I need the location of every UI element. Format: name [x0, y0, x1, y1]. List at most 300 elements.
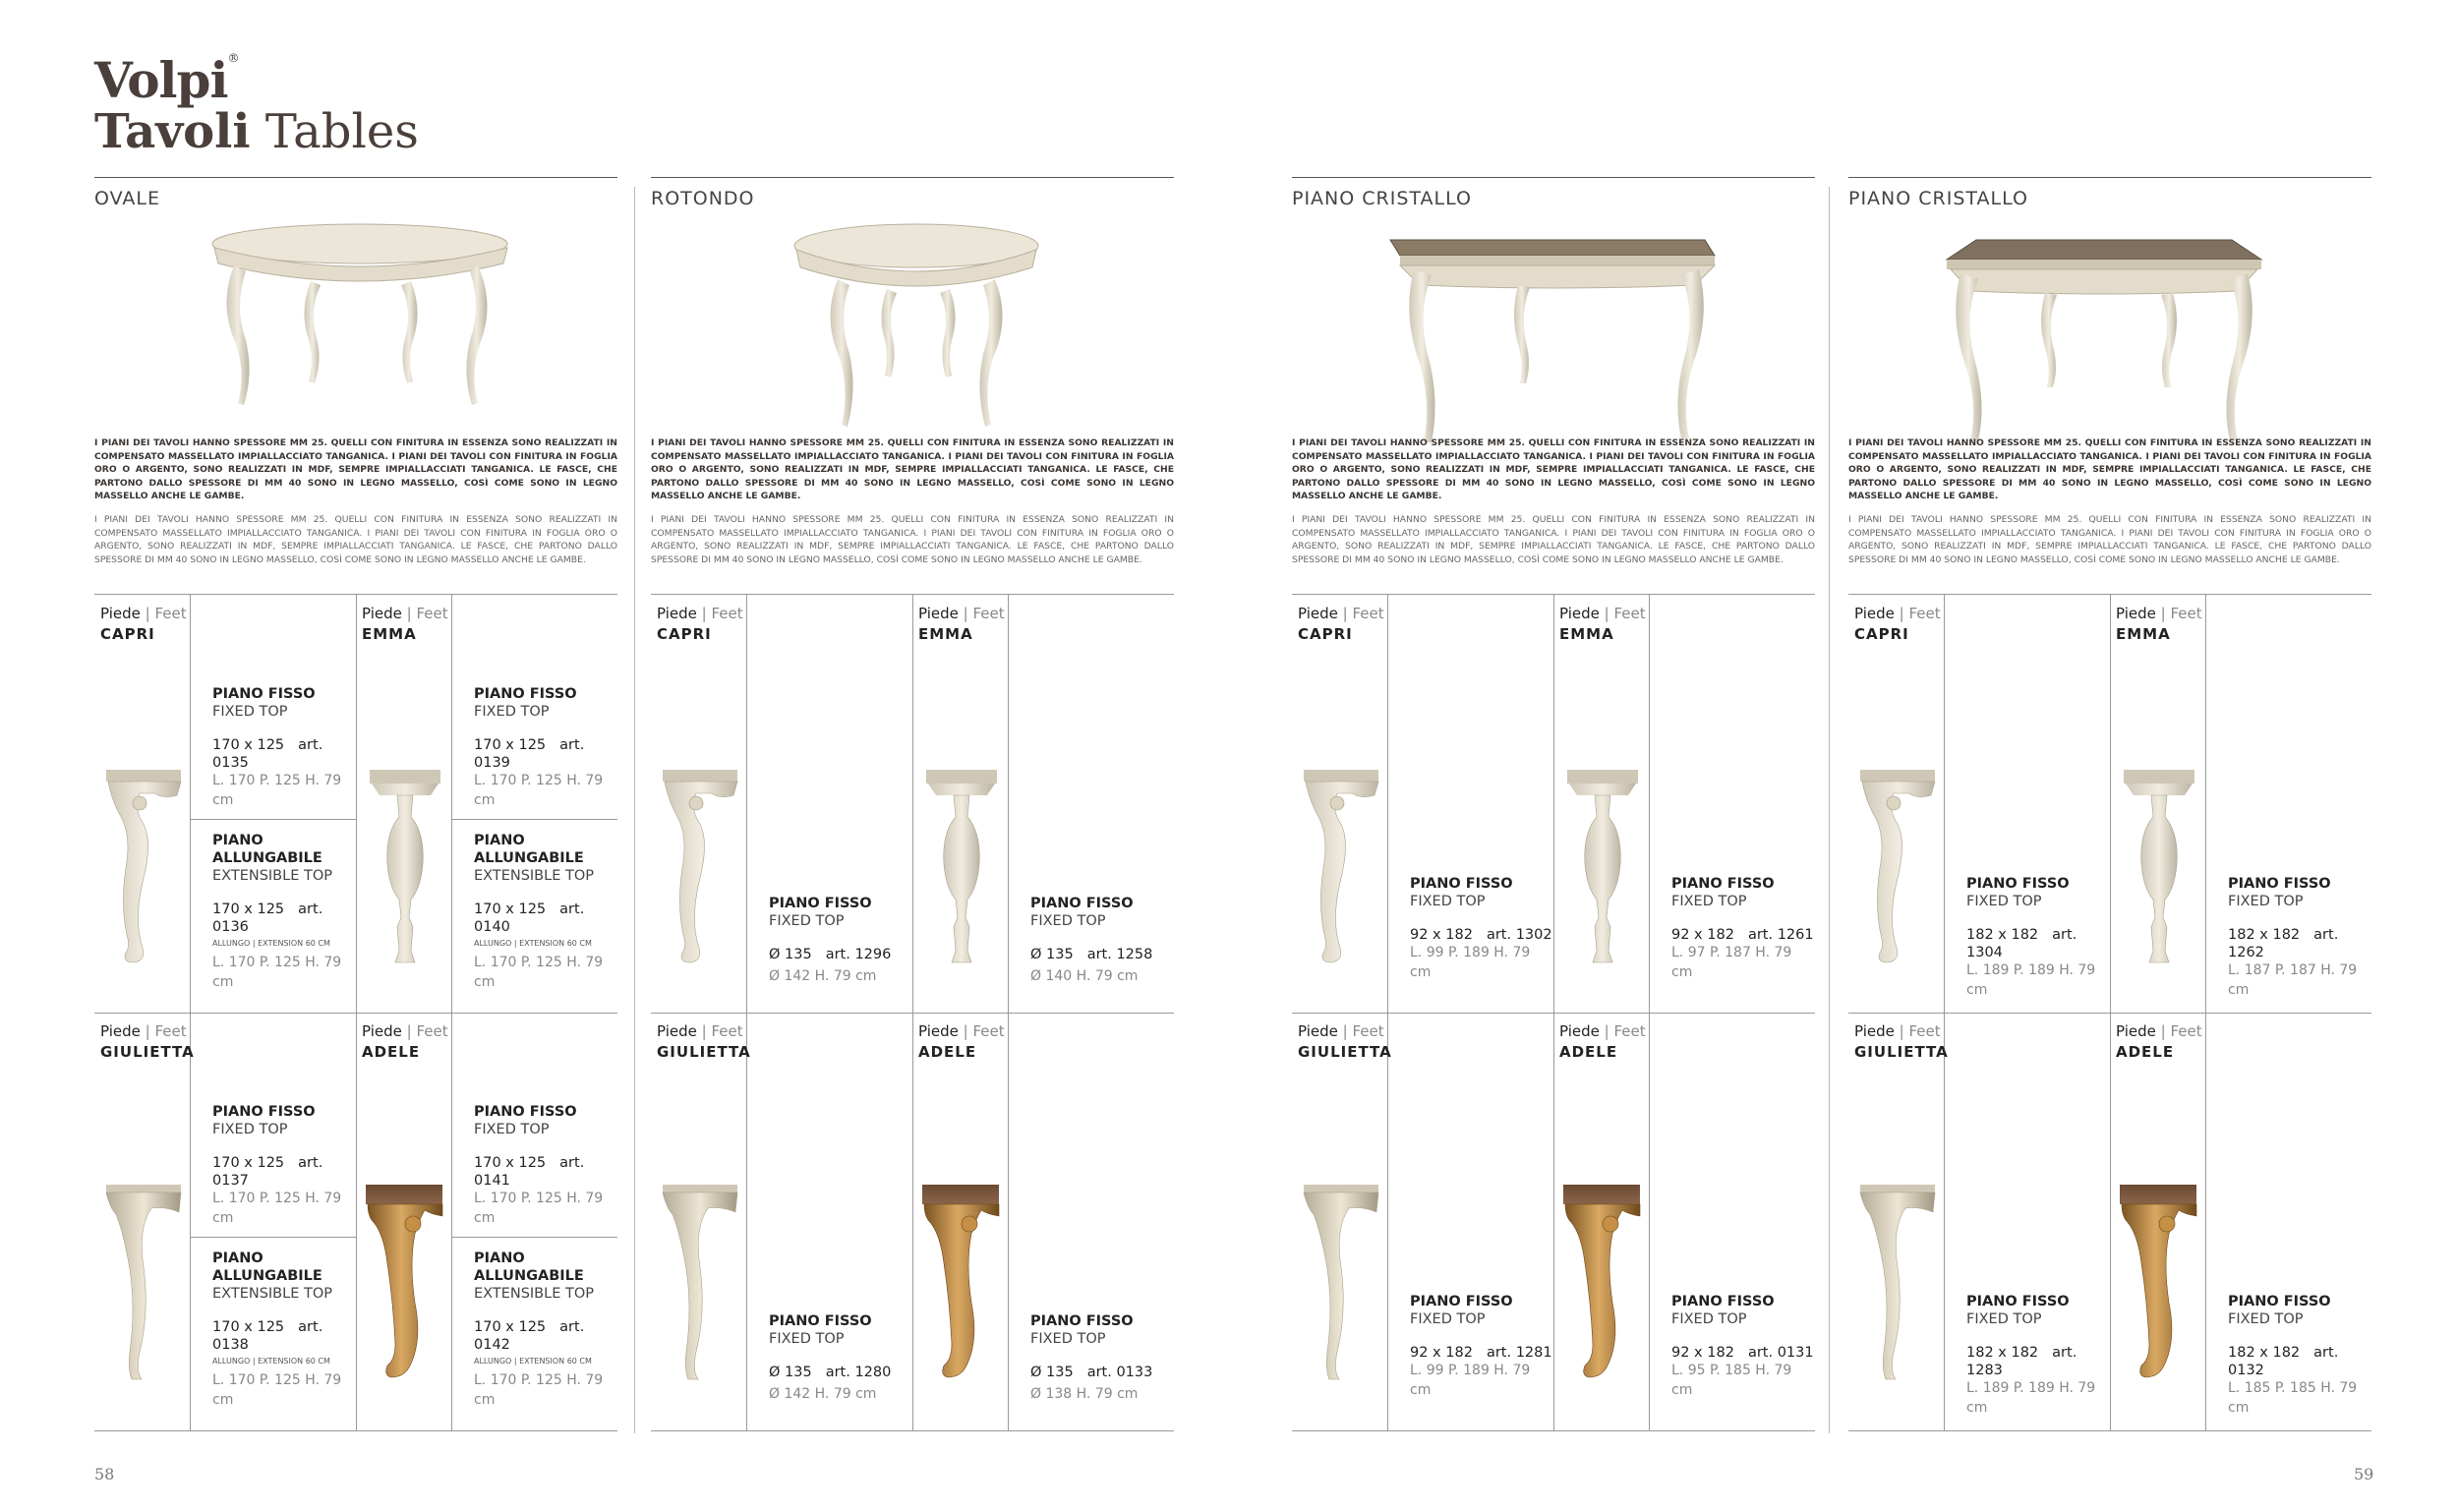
separator: |	[145, 605, 150, 622]
piano-fisso-label: PIANO FISSO	[1410, 876, 1513, 892]
feet-cell-giulietta	[1292, 1013, 1553, 1430]
article-code: art. 0132	[2228, 1345, 2339, 1378]
feet-heading	[1854, 1021, 1949, 1063]
allungabile-label: ALLUNGABILE	[212, 1268, 322, 1284]
leg-capri-image	[661, 770, 731, 970]
piede-label: Piede	[1298, 1022, 1338, 1040]
feet-label: Feet	[972, 1022, 1005, 1040]
feet-name: EMMA	[362, 625, 417, 643]
separator: |	[1342, 605, 1348, 622]
dimensions: L. 170 P. 125 H. 79	[212, 1191, 342, 1206]
feet-heading	[362, 1021, 448, 1063]
size-art	[1410, 926, 1552, 944]
feet-cell-adele	[2110, 1013, 2371, 1430]
unit: cm	[1410, 964, 1432, 980]
feet-heading	[2116, 604, 2202, 645]
extension-note: ALLUNGO | EXTENSION 60 CM	[474, 1357, 592, 1366]
feet-label: Feet	[1352, 1022, 1384, 1040]
fixed-top-label: FIXED TOP	[212, 1122, 288, 1137]
fixed-top-label: FIXED TOP	[474, 1122, 550, 1137]
extension-note: ALLUNGO | EXTENSION 60 CM	[212, 1357, 330, 1366]
dimensions: Ø 140 H. 79 cm	[1030, 968, 1139, 984]
separator: |	[1342, 1022, 1348, 1040]
piede-label: Piede	[918, 1022, 959, 1040]
separator: |	[701, 1022, 707, 1040]
size-art	[1671, 1344, 1814, 1362]
feet-cell-capri	[651, 595, 912, 1013]
leg-emma-image	[922, 770, 993, 970]
dimensions: Ø 138 H. 79 cm	[1030, 1386, 1139, 1402]
description-bold: I PIANI DEI TAVOLI HANNO SPESSORE MM 25. QUELLI CON FINITURA IN ESSENZA SONO REALIZZATI IN COMPENSATO MASSELLATO IMPIALLACCIATO TANGANICA. I PIANI DEI TAVOLI CON FINITURA IN FOGLIA ORO O ARGENTO, SONO REALIZZATI IN MDF, SEMPRE IMPIALLACCIATI TANGANICA. LE FASCE, CHE PARTONO DALLO SPESSORE DI MM 40 SONO IN LEGNO MASSELLO, COSÌ COME SONO IN LEGNO MASSELLO ANCHE LE GAMBE.	[651, 437, 1174, 501]
extensible-top-label: EXTENSIBLE TOP	[212, 868, 332, 884]
fixed-top-info	[769, 895, 891, 989]
size-art	[1671, 926, 1814, 944]
feet-name: GIULIETTA	[100, 1043, 195, 1061]
separator: |	[406, 1022, 412, 1040]
extensible-top-info	[474, 832, 617, 994]
unit: cm	[1671, 1382, 1693, 1398]
unit: cm	[212, 974, 234, 990]
feet-label: Feet	[1613, 605, 1646, 622]
column-divider-left	[634, 187, 635, 1433]
table-illustration	[1380, 216, 1734, 442]
size: 170 x 125	[212, 901, 285, 917]
cell-sub-divider	[451, 1237, 617, 1238]
separator: |	[1899, 605, 1904, 622]
fixed-top-info	[1410, 1293, 1552, 1402]
dimensions: L. 170 P. 125 H. 79	[212, 773, 342, 788]
cell-sub-divider	[190, 1237, 356, 1238]
fixed-top-label: FIXED TOP	[474, 704, 550, 720]
fixed-top-info	[1966, 875, 2110, 1002]
size-art	[1030, 1364, 1152, 1381]
fixed-top-label: FIXED TOP	[1410, 1311, 1486, 1327]
leg-giulietta-image	[104, 1185, 175, 1385]
description-light: I PIANI DEI TAVOLI HANNO SPESSORE MM 25. QUELLI CON FINITURA IN ESSENZA SONO REALIZZATI IN COMPENSATO MASSELLATO IMPIALLACCIATO TANGANICA. I PIANI DEI TAVOLI CON FINITURA IN FOGLIA ORO O ARGENTO, SONO REALIZZATI IN MDF, SEMPRE IMPIALLACCIATI TANGANICA. LE FASCE, CHE PARTONO DALLO SPESSORE DI MM 40 SONO IN LEGNO MASSELLO, COSÌ COME SONO IN LEGNO MASSELLO ANCHE LE GAMBE.	[94, 514, 617, 565]
fixed-top-info	[1671, 875, 1814, 984]
piede-label: Piede	[1559, 605, 1600, 622]
separator: |	[1899, 1022, 1904, 1040]
size: 170 x 125	[474, 1155, 547, 1171]
article-code: art. 1296	[825, 947, 892, 962]
feet-cell-capri	[1292, 595, 1553, 1013]
piano-fisso-label: PIANO FISSO	[2228, 1294, 2331, 1309]
piede-label: Piede	[100, 1022, 141, 1040]
fixed-top-label: FIXED TOP	[769, 913, 845, 929]
piano-fisso-label: PIANO FISSO	[769, 1313, 872, 1329]
product-grid	[651, 594, 1174, 1430]
cell-sub-divider	[190, 819, 356, 820]
piano-label: PIANO	[474, 1250, 525, 1266]
description-bold: I PIANI DEI TAVOLI HANNO SPESSORE MM 25. QUELLI CON FINITURA IN ESSENZA SONO REALIZZATI IN COMPENSATO MASSELLATO IMPIALLACCIATO TANGANICA. I PIANI DEI TAVOLI CON FINITURA IN FOGLIA ORO O ARGENTO, SONO REALIZZATI IN MDF, SEMPRE IMPIALLACCIATI TANGANICA. LE FASCE, CHE PARTONO DALLO SPESSORE DI MM 40 SONO IN LEGNO MASSELLO, COSÌ COME SONO IN LEGNO MASSELLO ANCHE LE GAMBE.	[1292, 437, 1815, 501]
extensible-top-info	[474, 1250, 617, 1412]
size: 92 x 182	[1671, 927, 1734, 943]
article-code: art. 0141	[474, 1155, 585, 1189]
unit: cm	[1966, 1400, 1988, 1416]
feet-name: CAPRI	[657, 625, 712, 643]
feet-name: ADELE	[918, 1043, 977, 1061]
size-art	[212, 1318, 356, 1354]
feet-cell-adele	[912, 1013, 1174, 1430]
dimensions: L. 170 P. 125 H. 79	[474, 1191, 604, 1206]
piano-label: PIANO	[474, 833, 525, 848]
article-code: art. 1258	[1086, 947, 1153, 962]
dimensions: L. 170 P. 125 H. 79	[474, 1372, 604, 1388]
piede-label: Piede	[1854, 605, 1895, 622]
fixed-top-info	[1671, 1293, 1814, 1402]
size-art	[769, 1364, 891, 1381]
article-code: art. 1302	[1486, 927, 1552, 943]
dimensions: L. 99 P. 189 H. 79	[1410, 1363, 1531, 1378]
separator: |	[701, 605, 707, 622]
piede-label: Piede	[362, 605, 402, 622]
unit: cm	[2228, 982, 2250, 998]
section-rule	[651, 177, 1174, 178]
piano-fisso-label: PIANO FISSO	[474, 1104, 577, 1120]
product-grid	[1848, 594, 2371, 1430]
piede-label: Piede	[1559, 1022, 1600, 1040]
feet-label: Feet	[2170, 605, 2202, 622]
fixed-top-info	[212, 685, 356, 812]
dimensions: L. 187 P. 187 H. 79	[2228, 962, 2358, 978]
piano-fisso-label: PIANO FISSO	[1410, 1294, 1513, 1309]
feet-heading	[1298, 604, 1384, 645]
feet-label: Feet	[154, 1022, 187, 1040]
piano-fisso-label: PIANO FISSO	[212, 1104, 316, 1120]
description-light: I PIANI DEI TAVOLI HANNO SPESSORE MM 25. QUELLI CON FINITURA IN ESSENZA SONO REALIZZATI IN COMPENSATO MASSELLATO IMPIALLACCIATO TANGANICA. I PIANI DEI TAVOLI CON FINITURA IN FOGLIA ORO O ARGENTO, SONO REALIZZATI IN MDF, SEMPRE IMPIALLACCIATI TANGANICA. LE FASCE, CHE PARTONO DALLO SPESSORE DI MM 40 SONO IN LEGNO MASSELLO, COSÌ COME SONO IN LEGNO MASSELLO ANCHE LE GAMBE.	[651, 514, 1174, 565]
feet-heading	[1559, 604, 1646, 645]
feet-cell-capri	[1848, 595, 2110, 1013]
article-code: art. 0133	[1086, 1365, 1153, 1380]
allungabile-label: ALLUNGABILE	[474, 850, 584, 866]
description-light: I PIANI DEI TAVOLI HANNO SPESSORE MM 25. QUELLI CON FINITURA IN ESSENZA SONO REALIZZATI IN COMPENSATO MASSELLATO IMPIALLACCIATO TANGANICA. I PIANI DEI TAVOLI CON FINITURA IN FOGLIA ORO O ARGENTO, SONO REALIZZATI IN MDF, SEMPRE IMPIALLACCIATI TANGANICA. LE FASCE, CHE PARTONO DALLO SPESSORE DI MM 40 SONO IN LEGNO MASSELLO, COSÌ COME SONO IN LEGNO MASSELLO ANCHE LE GAMBE.	[1848, 514, 2371, 565]
fixed-top-label: FIXED TOP	[1966, 1311, 2042, 1327]
fixed-top-info	[1410, 875, 1552, 984]
grid-row-divider	[1292, 1430, 1815, 1431]
dimensions: L. 189 P. 189 H. 79	[1966, 1380, 2096, 1396]
size: 170 x 125	[474, 737, 547, 753]
extension-note: ALLUNGO | EXTENSION 60 CM	[212, 939, 330, 948]
article-code: art. 0131	[1747, 1345, 1814, 1361]
dimensions: L. 185 P. 185 H. 79	[2228, 1380, 2358, 1396]
catalog-column	[1292, 177, 1815, 1435]
unit: cm	[2228, 1400, 2250, 1416]
feet-label: Feet	[711, 1022, 743, 1040]
feet-label: Feet	[1613, 1022, 1646, 1040]
leg-adele-image	[2120, 1185, 2191, 1385]
piano-fisso-label: PIANO FISSO	[474, 686, 577, 702]
feet-label: Feet	[154, 605, 187, 622]
size: 170 x 125	[212, 1155, 285, 1171]
feet-heading	[1559, 1021, 1646, 1063]
dimensions: L. 95 P. 185 H. 79	[1671, 1363, 1792, 1378]
dimensions: L. 170 P. 125 H. 79	[474, 773, 604, 788]
page-number-left: 58	[94, 1465, 115, 1483]
piano-label: PIANO	[212, 1250, 263, 1266]
extensible-top-label: EXTENSIBLE TOP	[212, 1286, 332, 1302]
piede-label: Piede	[362, 1022, 402, 1040]
unit: cm	[474, 792, 496, 808]
size-art	[474, 901, 617, 936]
article-code: art. 1304	[1966, 927, 2077, 960]
article-code: art. 1281	[1486, 1345, 1552, 1361]
piede-label: Piede	[1298, 605, 1338, 622]
dimensions: L. 97 P. 187 H. 79	[1671, 945, 1792, 960]
article-code: art. 1261	[1747, 927, 1814, 943]
feet-cell-giulietta	[1848, 1013, 2110, 1430]
fixed-top-label: FIXED TOP	[1671, 1311, 1747, 1327]
feet-heading	[657, 604, 743, 645]
feet-name: CAPRI	[1854, 625, 1909, 643]
leg-giulietta-image	[1302, 1185, 1373, 1385]
product-grid	[1292, 594, 1815, 1430]
feet-label: Feet	[1352, 605, 1384, 622]
fixed-top-info	[1030, 1312, 1152, 1407]
extensible-top-info	[212, 1250, 356, 1412]
feet-name: EMMA	[2116, 625, 2171, 643]
fixed-top-label: FIXED TOP	[2228, 894, 2304, 909]
fixed-top-info	[1966, 1293, 2110, 1420]
fixed-top-label: FIXED TOP	[1030, 1331, 1106, 1347]
leg-giulietta-image	[1858, 1185, 1929, 1385]
article-code: art. 0137	[212, 1155, 323, 1189]
feet-name: GIULIETTA	[1298, 1043, 1392, 1061]
feet-heading	[918, 604, 1005, 645]
size-art	[212, 1154, 356, 1190]
size-art	[212, 901, 356, 936]
table-illustration	[1937, 216, 2291, 442]
feet-cell-adele	[356, 1013, 617, 1430]
size-art	[2228, 926, 2371, 961]
size-art	[474, 1154, 617, 1190]
catalog-column	[651, 177, 1174, 1435]
piede-label: Piede	[918, 605, 959, 622]
leg-emma-image	[366, 770, 437, 970]
unit: cm	[1966, 982, 1988, 998]
leg-adele-image	[366, 1185, 437, 1385]
cell-sub-divider	[451, 819, 617, 820]
section-rule	[1292, 177, 1815, 178]
extensible-top-info	[212, 832, 356, 994]
feet-cell-emma	[1553, 595, 1815, 1013]
dimensions: Ø 142 H. 79 cm	[769, 1386, 877, 1402]
fixed-top-label: FIXED TOP	[1410, 894, 1486, 909]
feet-cell-emma	[912, 595, 1174, 1013]
size: 92 x 182	[1410, 1345, 1473, 1361]
catalog-column	[1848, 177, 2371, 1435]
fixed-top-label: FIXED TOP	[1030, 913, 1106, 929]
fixed-top-info	[212, 1103, 356, 1230]
leg-capri-image	[104, 770, 175, 970]
leg-emma-image	[2120, 770, 2191, 970]
piano-fisso-label: PIANO FISSO	[1671, 1294, 1775, 1309]
size-art	[1030, 946, 1152, 963]
feet-label: Feet	[416, 1022, 448, 1040]
article-code: art. 0138	[212, 1319, 323, 1353]
size: 170 x 125	[474, 1319, 547, 1335]
feet-label: Feet	[1908, 605, 1941, 622]
article-code: art. 1283	[1966, 1345, 2077, 1378]
feet-cell-emma	[2110, 595, 2371, 1013]
piano-fisso-label: PIANO FISSO	[1966, 1294, 2070, 1309]
separator: |	[2160, 605, 2166, 622]
feet-name: CAPRI	[100, 625, 155, 643]
size: 170 x 125	[474, 901, 547, 917]
article-code: art. 0139	[474, 737, 585, 771]
extension-note: ALLUNGO | EXTENSION 60 CM	[474, 939, 592, 948]
size: 92 x 182	[1671, 1345, 1734, 1361]
description-bold: I PIANI DEI TAVOLI HANNO SPESSORE MM 25. QUELLI CON FINITURA IN ESSENZA SONO REALIZZATI IN COMPENSATO MASSELLATO IMPIALLACCIATO TANGANICA. I PIANI DEI TAVOLI CON FINITURA IN FOGLIA ORO O ARGENTO, SONO REALIZZATI IN MDF, SEMPRE IMPIALLACCIATI TANGANICA. LE FASCE, CHE PARTONO DALLO SPESSORE DI MM 40 SONO IN LEGNO MASSELLO, COSÌ COME SONO IN LEGNO MASSELLO ANCHE LE GAMBE.	[94, 437, 617, 501]
description-bold: I PIANI DEI TAVOLI HANNO SPESSORE MM 25. QUELLI CON FINITURA IN ESSENZA SONO REALIZZATI IN COMPENSATO MASSELLATO IMPIALLACCIATO TANGANICA. I PIANI DEI TAVOLI CON FINITURA IN FOGLIA ORO O ARGENTO, SONO REALIZZATI IN MDF, SEMPRE IMPIALLACCIATI TANGANICA. LE FASCE, CHE PARTONO DALLO SPESSORE DI MM 40 SONO IN LEGNO MASSELLO, COSÌ COME SONO IN LEGNO MASSELLO ANCHE LE GAMBE.	[1848, 437, 2371, 501]
size: Ø 135	[1030, 1365, 1074, 1380]
piano-fisso-label: PIANO FISSO	[769, 896, 872, 911]
article-code: art. 1262	[2228, 927, 2339, 960]
size-art	[474, 736, 617, 772]
catalog-column	[94, 177, 617, 1435]
feet-heading	[2116, 1021, 2202, 1063]
size-art	[1410, 1344, 1552, 1362]
size: Ø 135	[769, 947, 812, 962]
feet-heading	[362, 604, 448, 645]
piede-label: Piede	[2116, 1022, 2156, 1040]
separator: |	[963, 605, 968, 622]
unit: cm	[1410, 1382, 1432, 1398]
extensible-top-label: EXTENSIBLE TOP	[474, 868, 594, 884]
section-rule	[1848, 177, 2371, 178]
feet-label: Feet	[972, 605, 1005, 622]
feet-heading	[1854, 604, 1941, 645]
section-label: PIANO CRISTALLO	[1848, 188, 2028, 209]
separator: |	[2160, 1022, 2166, 1040]
dimensions: L. 170 P. 125 H. 79	[212, 1372, 342, 1388]
feet-heading	[918, 1021, 1005, 1063]
feet-heading	[100, 604, 187, 645]
table-illustration	[183, 216, 537, 442]
leg-emma-image	[1563, 770, 1634, 970]
feet-label: Feet	[2170, 1022, 2202, 1040]
allungabile-label: ALLUNGABILE	[212, 850, 322, 866]
article-code: art. 0142	[474, 1319, 585, 1353]
leg-capri-image	[1302, 770, 1373, 970]
separator: |	[145, 1022, 150, 1040]
piano-fisso-label: PIANO FISSO	[212, 686, 316, 702]
size-art	[474, 1318, 617, 1354]
section-label: ROTONDO	[651, 188, 755, 209]
size: Ø 135	[1030, 947, 1074, 962]
unit: cm	[474, 974, 496, 990]
separator: |	[406, 605, 412, 622]
feet-cell-capri	[94, 595, 356, 1013]
page-number-right: 59	[2354, 1465, 2374, 1483]
piano-label: PIANO	[212, 833, 263, 848]
size: Ø 135	[769, 1365, 812, 1380]
fixed-top-info	[1030, 895, 1152, 989]
size-art	[1966, 926, 2110, 961]
size-art	[2228, 1344, 2371, 1379]
fixed-top-info	[474, 685, 617, 812]
leg-adele-image	[922, 1185, 993, 1385]
brand-logo: Volpi®	[94, 51, 239, 109]
piano-fisso-label: PIANO FISSO	[1030, 896, 1134, 911]
feet-label: Feet	[711, 605, 743, 622]
fixed-top-label: FIXED TOP	[1671, 894, 1747, 909]
feet-heading	[657, 1021, 751, 1063]
size: 182 x 182	[1966, 1345, 2039, 1361]
grid-row-divider	[651, 1430, 1174, 1431]
feet-cell-giulietta	[651, 1013, 912, 1430]
size-art	[769, 946, 891, 963]
feet-name: ADELE	[362, 1043, 421, 1061]
leg-giulietta-image	[661, 1185, 731, 1385]
piede-label: Piede	[100, 605, 141, 622]
unit: cm	[474, 1392, 496, 1408]
feet-heading	[1298, 1021, 1392, 1063]
piede-label: Piede	[2116, 605, 2156, 622]
feet-label: Feet	[1908, 1022, 1941, 1040]
feet-name: GIULIETTA	[1854, 1043, 1949, 1061]
piede-label: Piede	[657, 605, 697, 622]
article-code: art. 1280	[825, 1365, 892, 1380]
table-illustration	[739, 216, 1093, 442]
feet-name: EMMA	[918, 625, 973, 643]
unit: cm	[212, 1392, 234, 1408]
grid-row-divider	[94, 1430, 617, 1431]
unit: cm	[212, 1210, 234, 1226]
article-code: art. 0136	[212, 901, 323, 935]
piano-fisso-label: PIANO FISSO	[1030, 1313, 1134, 1329]
feet-name: EMMA	[1559, 625, 1614, 643]
fixed-top-label: FIXED TOP	[2228, 1311, 2304, 1327]
fixed-top-label: FIXED TOP	[769, 1331, 845, 1347]
piano-fisso-label: PIANO FISSO	[2228, 876, 2331, 892]
leg-adele-image	[1563, 1185, 1634, 1385]
fixed-top-info	[474, 1103, 617, 1230]
article-code: art. 0135	[212, 737, 323, 771]
feet-label: Feet	[416, 605, 448, 622]
unit: cm	[1671, 964, 1693, 980]
section-label: OVALE	[94, 188, 160, 209]
dimensions: L. 189 P. 189 H. 79	[1966, 962, 2096, 978]
feet-cell-adele	[1553, 1013, 1815, 1430]
column-divider-right	[1829, 187, 1830, 1433]
feet-name: ADELE	[1559, 1043, 1618, 1061]
size: 170 x 125	[212, 1319, 285, 1335]
piede-label: Piede	[657, 1022, 697, 1040]
size: 182 x 182	[1966, 927, 2039, 943]
piano-fisso-label: PIANO FISSO	[1671, 876, 1775, 892]
allungabile-label: ALLUNGABILE	[474, 1268, 584, 1284]
feet-cell-emma	[356, 595, 617, 1013]
feet-name: GIULIETTA	[657, 1043, 751, 1061]
fixed-top-label: FIXED TOP	[1966, 894, 2042, 909]
product-grid	[94, 594, 617, 1430]
size: 170 x 125	[212, 737, 285, 753]
feet-cell-giulietta	[94, 1013, 356, 1430]
size: 182 x 182	[2228, 927, 2301, 943]
article-code: art. 0140	[474, 901, 585, 935]
section-label: PIANO CRISTALLO	[1292, 188, 1472, 209]
piano-fisso-label: PIANO FISSO	[1966, 876, 2070, 892]
leg-capri-image	[1858, 770, 1929, 970]
unit: cm	[212, 792, 234, 808]
size: 92 x 182	[1410, 927, 1473, 943]
extensible-top-label: EXTENSIBLE TOP	[474, 1286, 594, 1302]
separator: |	[963, 1022, 968, 1040]
fixed-top-info	[2228, 1293, 2371, 1420]
dimensions: Ø 142 H. 79 cm	[769, 968, 877, 984]
page-title: Tavoli Tables	[94, 104, 419, 159]
piede-label: Piede	[1854, 1022, 1895, 1040]
